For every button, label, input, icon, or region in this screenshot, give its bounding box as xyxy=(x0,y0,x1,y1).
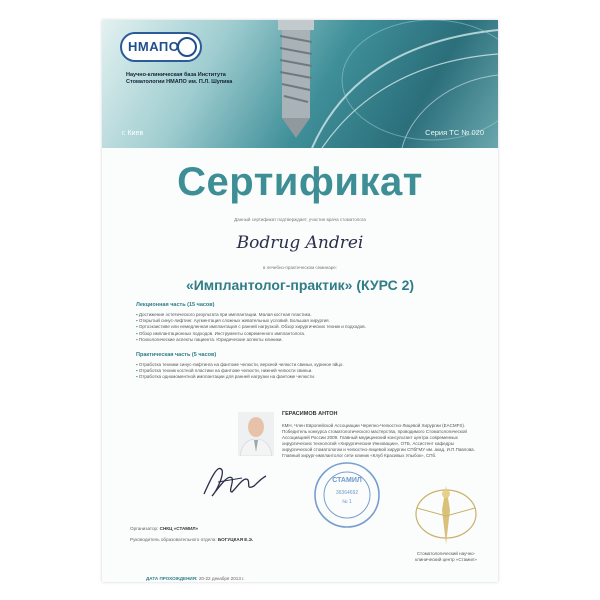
list-item: ▪ Ортоэкзистиве или немедленная имплантация с ранней нагрузкой. Обзор хирургических техник и подходов. xyxy=(136,324,366,330)
list-item: ▪ Открытый синус-лифтинг. Аугментация сложных жевательных условий. Большая хирургия. xyxy=(136,318,366,324)
signature-icon xyxy=(198,456,268,502)
stamp-number: 36364692 xyxy=(335,490,359,496)
lecturer-photo xyxy=(238,412,274,456)
list-item: ▪ Достижение эстетического результата при имплантации. Малая костная пластика. xyxy=(136,312,366,318)
certificate xyxy=(102,20,498,582)
practical-list xyxy=(136,362,344,381)
certificate-title: Сертификат xyxy=(177,160,423,204)
certificate-series: Серия ТС № 020 xyxy=(425,128,484,137)
lecture-list xyxy=(136,312,366,343)
person-icon xyxy=(238,412,274,456)
statue-logo-icon xyxy=(407,478,485,550)
list-item: ▪ Психологические аспекты пациента. Юридические аспекты клиники. xyxy=(136,337,366,343)
organizer-line xyxy=(130,526,198,531)
recipient-name: Bodrug Andrei xyxy=(236,233,364,253)
head-name: БОГУЦКАЯ Е.Э. xyxy=(217,537,254,542)
date-value: 20-22 декабря 2013 г. xyxy=(198,576,245,581)
date-line xyxy=(146,576,245,581)
lecture-heading: Лекционная часть (15 часов) xyxy=(136,302,215,308)
header-banner xyxy=(102,20,498,148)
list-item: ▪ Отработка техники синус-лифтинга на фантоме челюсти, верхней челюсти свиньи, куриное яйцо. xyxy=(136,362,344,368)
city: г. Киев xyxy=(122,130,144,137)
logo-emblem-icon xyxy=(177,37,197,57)
list-item: ▪ Отработка одномоментной имплантации для ранней нагрузки на фантоме челюсти. xyxy=(136,374,344,380)
logo-text: НМАПО xyxy=(128,39,180,54)
seminar-note: в лечебно-практическом семинаре: xyxy=(262,265,338,270)
stamp-seal-number: № 1 xyxy=(342,499,352,505)
head-line xyxy=(130,537,253,542)
confirmation-text: Данный сертификат подтверждает, участие врача стоматолога xyxy=(234,217,366,222)
nmapo-logo xyxy=(120,32,202,62)
course-title: «Имплантолог-практик» (КУРС 2) xyxy=(185,277,415,293)
practical-heading: Практическая часть (5 часов) xyxy=(136,352,217,358)
date-label: ДАТА ПРОХОЖДЕНИЯ: xyxy=(146,576,198,581)
institute-name: Научно-клиническая база Института Стоматологии НМАПО им. П.Л. Шупика xyxy=(126,72,233,85)
stamp-text: СТАМИЛ xyxy=(332,477,362,484)
organizer-label: Организатор: xyxy=(130,526,159,531)
list-item: ▪ Отработка техник костной пластики на фантоме челюсти, нижней челюсти свиньи. xyxy=(136,368,344,374)
clinic-caption: Стоматологический научно-клинический центр «Стамил» xyxy=(415,551,477,562)
organizer-name: СНКЦ «СТАМИЛ» xyxy=(159,526,199,531)
head-label: Руководитель образовательного отдела: xyxy=(130,537,217,542)
lecturer-name: ГЕРАСИМОВ АНТОН xyxy=(282,411,338,417)
list-item: ▪ Обзор имплантационных подходов. Инструменты современного имплантолога. xyxy=(136,331,366,337)
lecturer-bio: КМН, Член Европейской Ассоциации Черепно-Челюстно-Лицевой Хирургии (EACMFS). Победитель конкурса стоматологического мастерства, проводимого Стоматологической Ассоциацией России 2009. Главный медицинский консультант центра современных хирургических технологий «Хирургические Инновации», ОТБ, Ассистент кафедры хирургической стоматологии и челюстно-лицевой хирургии СПбГМУ им. акад. И.П.Павлова. Главный хирург-имплантолог сети клиник «Клуб Красивых Улыбок», СПб. xyxy=(282,423,475,458)
